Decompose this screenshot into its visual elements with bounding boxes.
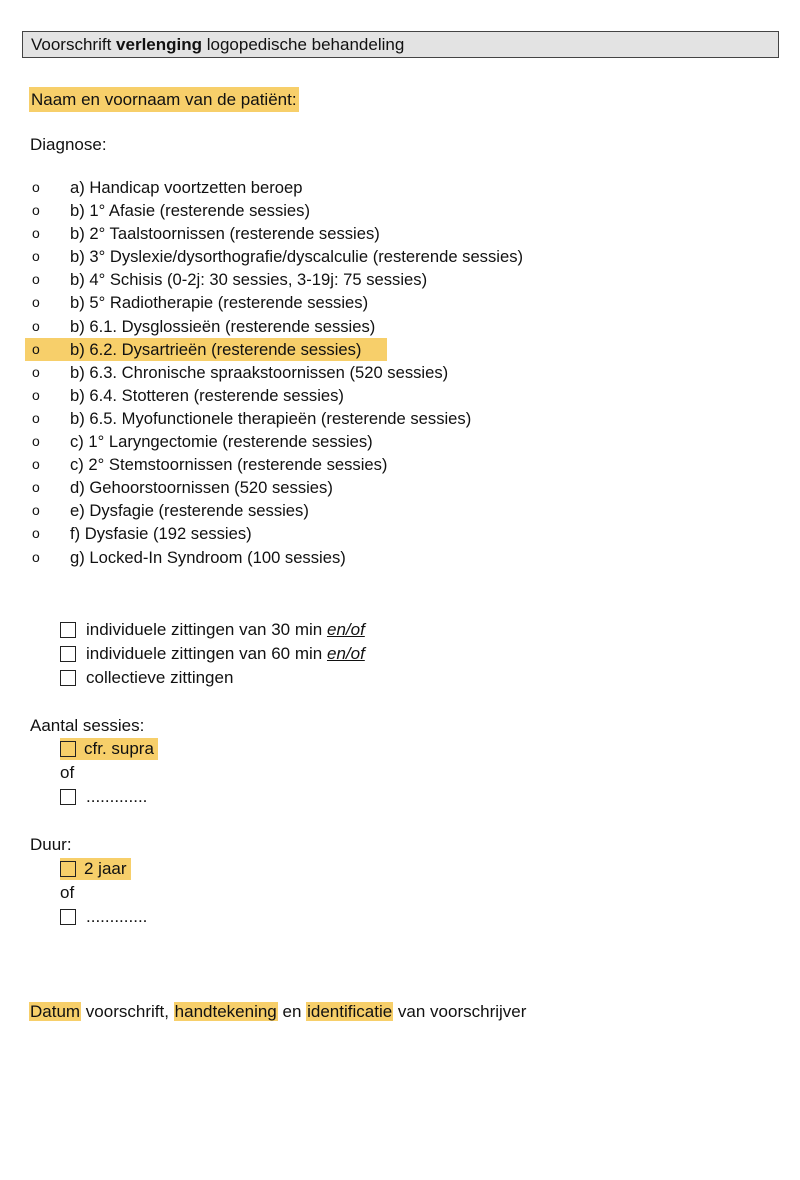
title-prefix: Voorschrift (31, 35, 117, 54)
checkbox[interactable] (60, 622, 76, 638)
radio-bullet-icon[interactable]: o (32, 202, 40, 219)
checkbox[interactable] (60, 789, 76, 805)
diagnosis-item-label: c) 2° Stemstoornissen (resterende sessies) (70, 455, 388, 475)
diagnosis-item-label: b) 4° Schisis (0-2j: 30 sessies, 3-19j: 75 sessies) (70, 270, 428, 290)
sessions-option-label: cfr. supra (84, 739, 154, 758)
duration-option-2years[interactable] (60, 858, 131, 880)
radio-bullet-icon[interactable]: o (32, 409, 40, 426)
radio-bullet-icon[interactable]: o (32, 502, 40, 519)
form-title (22, 31, 779, 58)
radio-bullet-icon[interactable]: o (32, 271, 40, 288)
duration-blank: ............. (86, 907, 148, 926)
prescriber-signature-line (29, 1000, 526, 1024)
diagnosis-item-label: a) Handicap voortzetten beroep (70, 178, 303, 197)
sessions-option-supra[interactable] (60, 738, 158, 760)
diagnosis-item-label: b) 3° Dyslexie/dysorthografie/dyscalculie (resterende sessies) (70, 247, 524, 267)
session-type-label: collectieve zittingen (86, 668, 234, 687)
diagnosis-item-label: b) 5° Radiotherapie (resterende sessies) (70, 293, 369, 313)
radio-bullet-icon[interactable]: o (32, 248, 40, 265)
diagnosis-item-label: e) Dysfagie (resterende sessies) (70, 501, 309, 521)
diagnosis-title: Diagnose: (30, 135, 107, 154)
checkbox[interactable] (60, 646, 76, 662)
diagnosis-item-label: b) 6.3. Chronische spraakstoornissen (520 sessies) (70, 362, 449, 382)
duration-option-label: 2 jaar (84, 859, 127, 878)
session-type-label: individuele zittingen van 30 min (86, 620, 327, 639)
identification-label: identificatie (307, 1002, 393, 1021)
session-type-collective[interactable] (60, 667, 233, 689)
diagnosis-item-label: b) 6.5. Myofunctionele therapieën (resterende sessies) (70, 408, 472, 428)
diagnosis-item-label: g) Locked-In Syndroom (100 sessies) (70, 547, 346, 567)
radio-bullet-icon[interactable]: o (32, 548, 40, 565)
patient-name-label: Naam en voornaam van de patiënt: (29, 87, 299, 112)
or-text: of (60, 763, 75, 782)
radio-bullet-icon[interactable]: o (32, 386, 40, 403)
diagnosis-item-label: b) 6.1. Dysglossieën (resterende sessies) (70, 316, 376, 336)
radio-bullet-icon[interactable]: o (32, 179, 40, 195)
diagnosis-item-label: b) 2° Taalstoornissen (resterende sessies) (70, 224, 380, 244)
title-bold: verlenging (116, 35, 203, 54)
checkbox[interactable] (60, 670, 76, 686)
duration-option-custom[interactable] (60, 906, 147, 928)
footer-text: van voorschrijver (393, 1002, 527, 1021)
diagnosis-item-label: b) 6.4. Stotteren (resterende sessies) (70, 385, 344, 405)
radio-bullet-icon[interactable]: o (32, 225, 40, 242)
sessions-blank: ............. (86, 787, 148, 806)
diagnosis-item-label: b) 6.2. Dysartrieën (resterende sessies) (70, 339, 362, 359)
radio-bullet-icon[interactable]: o (32, 525, 40, 542)
session-type-60min[interactable] (60, 643, 365, 665)
and-or-text: en/of (326, 644, 365, 663)
radio-bullet-icon[interactable]: o (32, 363, 40, 380)
diagnosis-item-label: d) Gehoorstoornissen (520 sessies) (70, 478, 333, 498)
footer-text: en (277, 1002, 307, 1021)
checkbox[interactable] (60, 909, 76, 925)
title-suffix: logopedische behandeling (202, 35, 405, 54)
diagnosis-item-label: c) 1° Laryngectomie (resterende sessies) (70, 432, 373, 452)
sessions-option-custom[interactable] (60, 786, 147, 808)
and-or-text: en/of (326, 620, 365, 639)
session-type-label: individuele zittingen van 60 min (86, 644, 327, 663)
checkbox[interactable] (60, 861, 76, 877)
radio-bullet-icon[interactable]: o (32, 433, 40, 450)
diagnosis-item-label: b) 1° Afasie (resterende sessies) (70, 201, 310, 221)
radio-bullet-icon[interactable]: o (32, 456, 40, 473)
signature-label: handtekening (174, 1002, 277, 1021)
session-type-30min[interactable] (60, 619, 365, 641)
date-label: Datum (30, 1002, 81, 1021)
radio-bullet-icon[interactable]: o (32, 340, 40, 357)
radio-bullet-icon[interactable]: o (32, 479, 40, 496)
checkbox[interactable] (60, 741, 76, 757)
radio-bullet-icon[interactable]: o (32, 294, 40, 311)
or-text: of (60, 883, 75, 902)
duration-title: Duur: (30, 835, 72, 854)
footer-text: voorschrift, (81, 1002, 174, 1021)
sessions-title: Aantal sessies: (30, 716, 145, 735)
radio-bullet-icon[interactable]: o (32, 317, 40, 334)
diagnosis-item-label: f) Dysfasie (192 sessies) (70, 524, 252, 544)
